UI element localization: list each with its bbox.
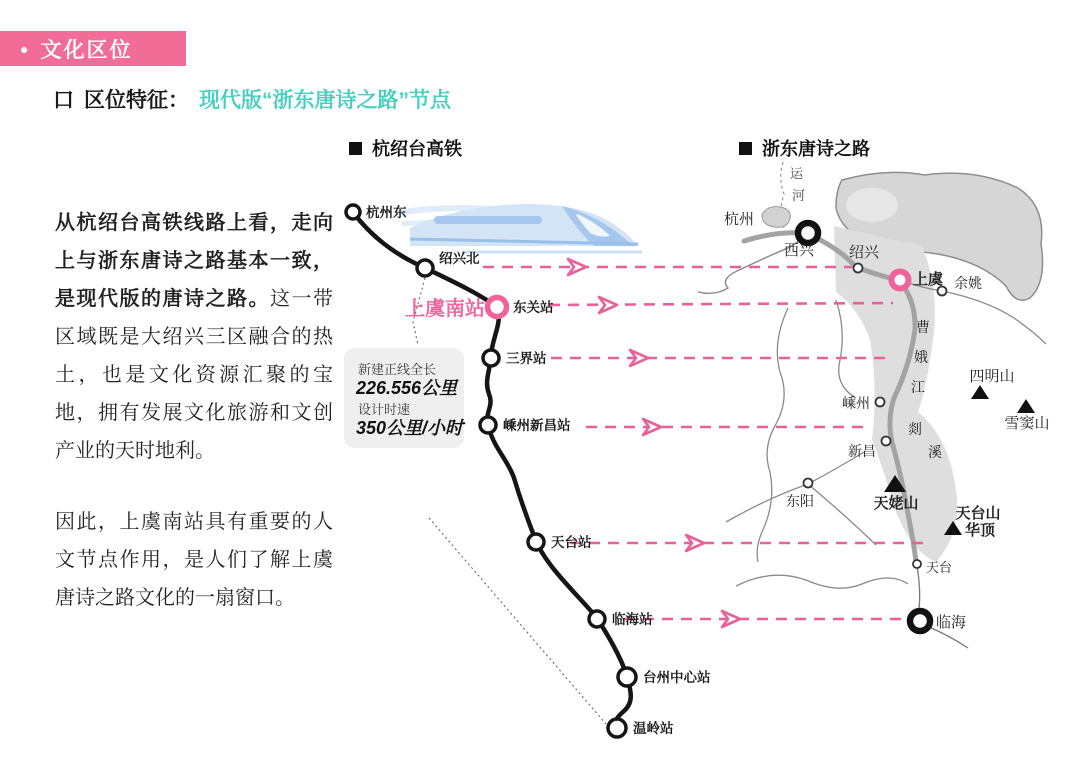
map-label-shangyu: 上虞 bbox=[913, 271, 944, 288]
station-label: 三界站 bbox=[506, 351, 547, 366]
rail-stations bbox=[346, 205, 636, 737]
info-length-label: 新建正线全长 bbox=[358, 362, 437, 377]
map-marker-xixing bbox=[798, 223, 818, 243]
map-label-huading: 华顶 bbox=[965, 522, 996, 539]
map-label-canal-1: 运 bbox=[790, 166, 804, 181]
info-length-value: 226.556公里 bbox=[356, 378, 458, 398]
intro-paragraph-1-rest: 这一带区域既是大绍兴三区融合的热土，也是文化资源汇聚的宝地，拥有发展文化旅游和文创产业的天时地利。 bbox=[55, 288, 333, 462]
intro-paragraph-2: 因此，上虞南站具有重要的人文节点作用，是人们了解上虞唐诗之路文化的一扇窗口。 bbox=[55, 511, 333, 609]
station-marker-hangzhoudong bbox=[346, 205, 360, 219]
map-label-hangzhou: 杭州 bbox=[724, 211, 755, 228]
map-label-tiantaishan: 天台山 bbox=[955, 505, 1001, 522]
map-marker-shaoxing bbox=[854, 264, 863, 273]
map-label-shanxi-2: 溪 bbox=[928, 444, 942, 460]
map-label-caoe-3: 江 bbox=[911, 379, 925, 395]
map-marker-linhai bbox=[910, 611, 930, 631]
intro-paragraph-1-bold: 从杭绍台高铁线路上看，走向上与浙东唐诗之路基本一致，是现代版的唐诗之路。 bbox=[55, 212, 333, 310]
subtitle-label: 区位特征： bbox=[84, 89, 189, 112]
mountain-icon-siming bbox=[971, 385, 989, 399]
map-marker-xinchang bbox=[882, 437, 891, 446]
map-label-tiantai-town: 天台 bbox=[926, 560, 953, 575]
map-label-tianmu: 天姥山 bbox=[873, 495, 919, 512]
station-label: 杭州东 bbox=[366, 205, 407, 220]
arrow-chevrons bbox=[568, 259, 740, 627]
station-marker-dongguan-highlight bbox=[488, 298, 507, 317]
rail-station-labels bbox=[366, 204, 711, 736]
map-label-xinchang: 新昌 bbox=[848, 443, 876, 459]
map-legend-square-icon bbox=[739, 142, 752, 155]
rail-legend-label: 杭绍台高铁 bbox=[372, 139, 462, 159]
map-marker-shengzhou bbox=[876, 398, 885, 407]
map-hangzhou-lake bbox=[762, 207, 790, 228]
map-label-caoe-2: 娥 bbox=[914, 349, 928, 365]
station-label: 台州中心站 bbox=[643, 670, 711, 685]
map-road-tiantai-linhai bbox=[917, 566, 920, 610]
map-label-xixing: 西兴 bbox=[784, 242, 815, 259]
map-label-shengzhou: 嵊州 bbox=[842, 395, 870, 411]
station-label: 温岭站 bbox=[633, 721, 674, 736]
train-window-band bbox=[434, 216, 542, 224]
rail-info-box bbox=[344, 348, 466, 448]
station-marker-taizhouzhongxin bbox=[618, 668, 636, 686]
station-marker-shaoxingbei bbox=[417, 260, 433, 276]
map-label-shanxi-1: 剡 bbox=[908, 421, 922, 437]
station-label: 绍兴北 bbox=[439, 251, 480, 266]
map-river-south bbox=[736, 575, 908, 588]
bullet-dot-icon: ● bbox=[20, 40, 29, 57]
map-road-dongyang bbox=[726, 452, 864, 522]
map-river-west bbox=[757, 308, 788, 562]
map-label-xuedou: 雪窦山 bbox=[1004, 415, 1050, 432]
station-label: 东关站 bbox=[513, 300, 554, 315]
rail-legend-square-icon bbox=[349, 142, 362, 155]
map-label-caoe-1: 曹 bbox=[916, 319, 930, 335]
map-label-dongyang: 东阳 bbox=[786, 493, 814, 509]
map-label-linhai: 临海 bbox=[936, 614, 967, 631]
map-label-siming: 四明山 bbox=[969, 368, 1015, 385]
station-label: 临海站 bbox=[612, 612, 653, 627]
map-marker-dongyang bbox=[804, 479, 813, 488]
section-title: 文化区位 bbox=[40, 38, 133, 62]
highlight-station-label: 上虞南站 bbox=[405, 298, 485, 320]
map-river-branch bbox=[836, 300, 856, 398]
mountain-icon-xuedou bbox=[1017, 399, 1035, 413]
map-road-dongyang-branch bbox=[808, 484, 876, 545]
map-label-canal-2: 河 bbox=[792, 188, 806, 203]
map-label-yuyao: 余姚 bbox=[954, 275, 982, 291]
map-legend-label: 浙东唐诗之路 bbox=[762, 139, 870, 159]
station-marker-sanjie bbox=[483, 350, 499, 366]
square-marker-icon: 口 bbox=[53, 89, 74, 112]
map-marker-shangyu bbox=[892, 272, 909, 289]
arrow-line-dongguan bbox=[549, 303, 893, 305]
info-speed-label: 设计时速 bbox=[358, 402, 411, 417]
map-bay-inner-patch bbox=[846, 188, 898, 222]
station-label: 天台站 bbox=[551, 535, 592, 550]
subtitle-highlight: 现代版“浙东唐诗之路”节点 bbox=[199, 89, 451, 112]
station-marker-linhaizhan bbox=[589, 611, 605, 627]
station-marker-wenlingzhan bbox=[608, 719, 626, 737]
chevron-icon bbox=[568, 259, 586, 275]
station-marker-shengzhouxinchang bbox=[480, 417, 496, 433]
station-marker-tiantaizhan bbox=[528, 534, 544, 550]
map-label-shaoxing: 绍兴 bbox=[849, 244, 880, 261]
railway-line bbox=[353, 212, 631, 727]
info-speed-value: 350公里/小时 bbox=[356, 418, 464, 438]
map-marker-tiantai-town bbox=[913, 560, 921, 568]
station-label: 嵊州新昌站 bbox=[503, 418, 571, 433]
chevron-icon bbox=[599, 297, 617, 313]
highspeed-train-icon bbox=[402, 204, 642, 252]
